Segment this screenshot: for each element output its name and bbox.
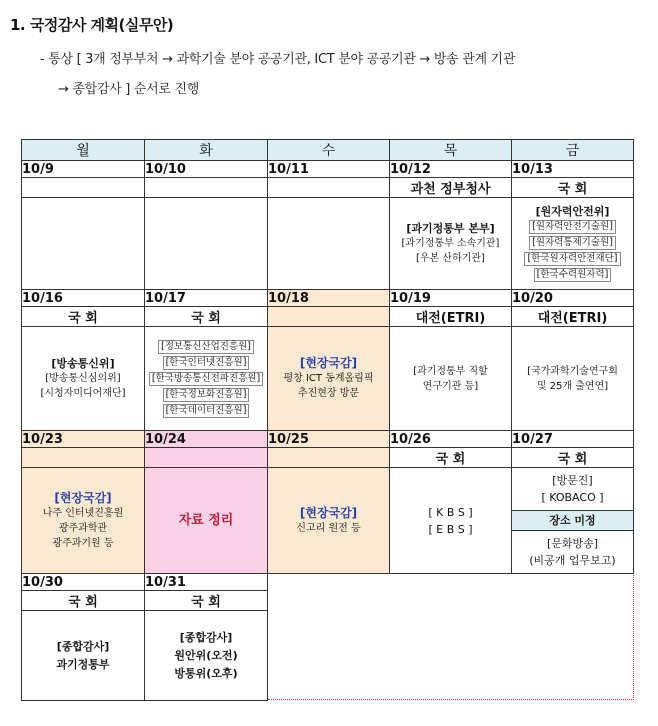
location-cell: 국 회: [512, 178, 634, 198]
week2-locations: [22, 307, 634, 327]
date-cell: 10/10: [145, 161, 268, 178]
location-cell: 국 회: [145, 591, 268, 611]
weekday-tue: 화: [145, 140, 268, 161]
location-cell: 국 회: [145, 307, 268, 327]
date-cell: 10/26: [390, 431, 512, 448]
date-cell: 10/25: [268, 431, 390, 448]
week2-tue-content: [정보통신산업진흥원] [한국인터넷진흥원] [한국방송통신전파진흥원] [한국정보화진흥원] [한국데이터진흥원]: [145, 327, 268, 431]
date-cell: 10/12: [390, 161, 512, 178]
date-cell: 10/23: [22, 431, 145, 448]
location-cell: 대전(ETRI): [390, 307, 512, 327]
date-cell: 10/31: [145, 574, 268, 591]
venue-tbd-label: 장소 미정: [512, 510, 633, 531]
week3-tue-content: 자료 정리: [145, 468, 268, 574]
location-cell: 과천 정부청사: [390, 178, 512, 198]
week3-mon-content: [현장국감] 나주 인터넷진흥원 광주과학관 광주과기원 등: [22, 468, 145, 574]
location-cell: [22, 448, 145, 468]
date-cell: 10/27: [512, 431, 634, 448]
date-cell: 10/30: [22, 574, 145, 591]
location-cell: 국 회: [512, 448, 634, 468]
week1-fri-content: [원자력안전위] [원자력안전기술원] [원자력통제기술원] [한국원자력안전재단] [한국수력원자력]: [512, 198, 634, 290]
week1-locations: [22, 178, 634, 198]
date-cell: 10/13: [512, 161, 634, 178]
date-cell: 10/20: [512, 290, 634, 307]
week1-dates: [22, 161, 634, 178]
week3-content: [22, 468, 634, 574]
schedule-note-line-1: - 통상 [ 3개 정부부처 → 과학기술 분야 공공기관, ICT 분야 공공기관 → 방송 관계 기관: [40, 52, 516, 67]
weekday-header: [22, 140, 634, 161]
location-cell: [145, 178, 268, 198]
week4-dates: [22, 574, 634, 591]
week2-mon-content: [방송통신위] [방송통신심의위] [시청자미디어재단]: [22, 327, 145, 431]
week4-mon-content: [종합감사] 과기정통부: [22, 611, 145, 701]
location-cell: [268, 178, 390, 198]
location-cell: [268, 307, 390, 327]
weekday-mon: 월: [22, 140, 145, 161]
date-cell: 10/11: [268, 161, 390, 178]
date-cell: 10/18: [268, 290, 390, 307]
weekday-fri: 금: [512, 140, 634, 161]
date-cell: 10/16: [22, 290, 145, 307]
location-cell: 국 회: [390, 448, 512, 468]
weekday-wed: 수: [268, 140, 390, 161]
week4-tue-content: [종합감사] 원안위(오전) 방통위(오후): [145, 611, 268, 701]
week2-thu-content: [과기정통부 직할 연구기관 등]: [390, 327, 512, 431]
date-cell: 10/19: [390, 290, 512, 307]
week3-locations: [22, 448, 634, 468]
location-cell: 국 회: [22, 591, 145, 611]
location-cell: 국 회: [22, 307, 145, 327]
page-title: 1. 국정감사 계획(실무안): [10, 16, 174, 34]
week2-wed-content: [현장국감] 평창 ICT 동계올림픽 추진현장 방문: [268, 327, 390, 431]
date-cell: 10/17: [145, 290, 268, 307]
location-cell: 대전(ETRI): [512, 307, 634, 327]
weekday-thu: 목: [390, 140, 512, 161]
week2-dates: [22, 290, 634, 307]
week2-fri-content: [국가과학기술연구회 및 25개 출연연]: [512, 327, 634, 431]
week1-content: [22, 198, 634, 290]
week3-dates: [22, 431, 634, 448]
audit-calendar: [21, 139, 634, 701]
week2-content: [22, 327, 634, 431]
schedule-note-line-2: → 종합감사 ] 순서로 진행: [58, 82, 200, 97]
week3-thu-content: [ K B S ] [ E B S ]: [390, 468, 512, 574]
date-cell: 10/9: [22, 161, 145, 178]
date-cell: 10/24: [145, 431, 268, 448]
location-cell: [268, 448, 390, 468]
location-cell: [22, 178, 145, 198]
week1-thu-content: [과기정통부 본부] [과기정통부 소속기관] [우본 산하기관]: [390, 198, 512, 290]
week3-wed-content: [현장국감] 신고리 원전 등: [268, 468, 390, 574]
week3-fri-content: [방문진] [ KOBACO ] 장소 미정 [문화방송] (비공개 업무보고): [512, 468, 634, 574]
location-cell: [145, 448, 268, 468]
